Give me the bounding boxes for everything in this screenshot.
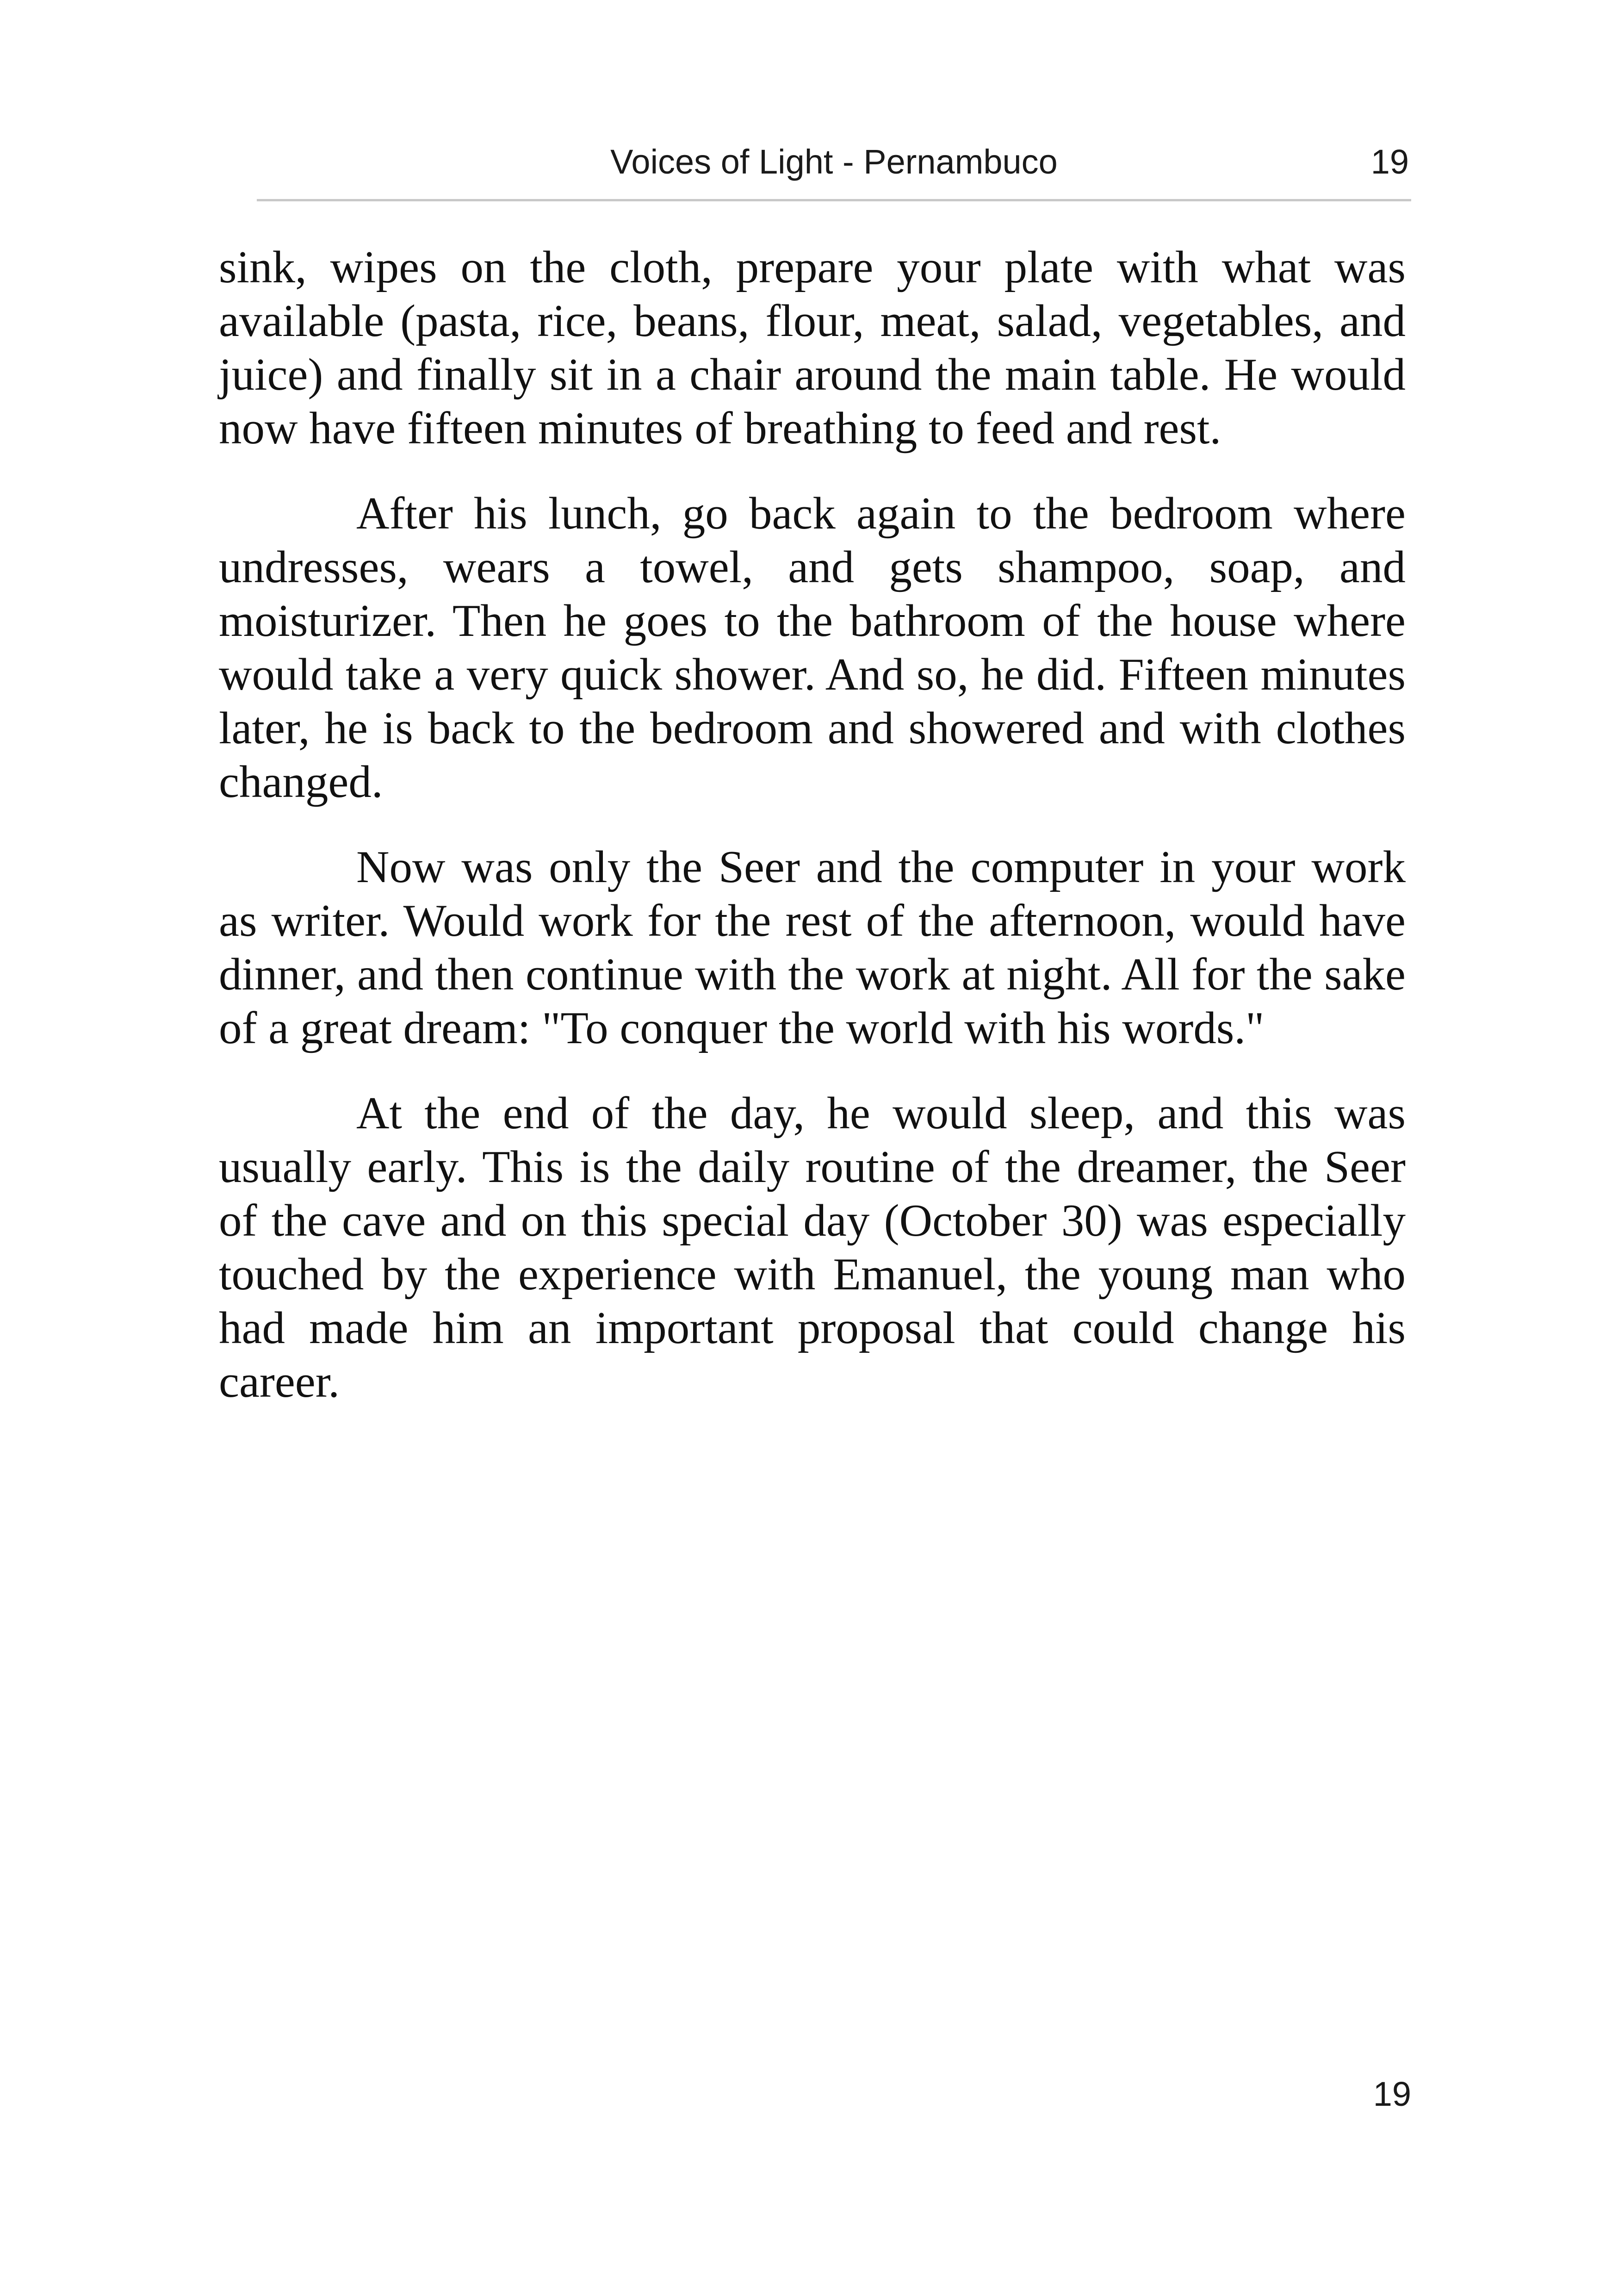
paragraph: At the end of the day, he would sleep, and this was usually early. This is the daily routine of the dreamer, the Seer of the cave and on this special day (October 30) was especially touched by the experience with Emanuel, the young man who had made him an important proposal that could change his career. (219, 1088, 1406, 1407)
paragraph: Now was only the Seer and the computer in your work as writer. Would work for the rest of the afternoon, would have dinner, and then continue with the work at night. All for the sake of a great dream: "To conquer the world with his words." (219, 842, 1406, 1053)
book-title: Voices of Light - Pernambuco (610, 143, 1058, 181)
body-text (219, 241, 1406, 1440)
header-page-number: 19 (1370, 143, 1409, 181)
running-header (257, 130, 1411, 201)
paragraph: After his lunch, go back again to the bedroom where undresses, wears a towel, and gets shampoo, soap, and moisturizer. Then he goes to the bathroom of the house where would take a very quick shower. And so, he did. Fifteen minutes later, he is back to the bedroom and showered and with clothes changed. (219, 488, 1406, 807)
footer-page-number: 19 (1373, 2075, 1411, 2113)
paragraph-continued: sink, wipes on the cloth, prepare your plate with what was available (pasta, rice, beans, flour, meat, salad, vegetables, and juice) and finally sit in a chair around the main table. He would now have fifteen minutes of breathing to feed and rest. (219, 242, 1406, 454)
